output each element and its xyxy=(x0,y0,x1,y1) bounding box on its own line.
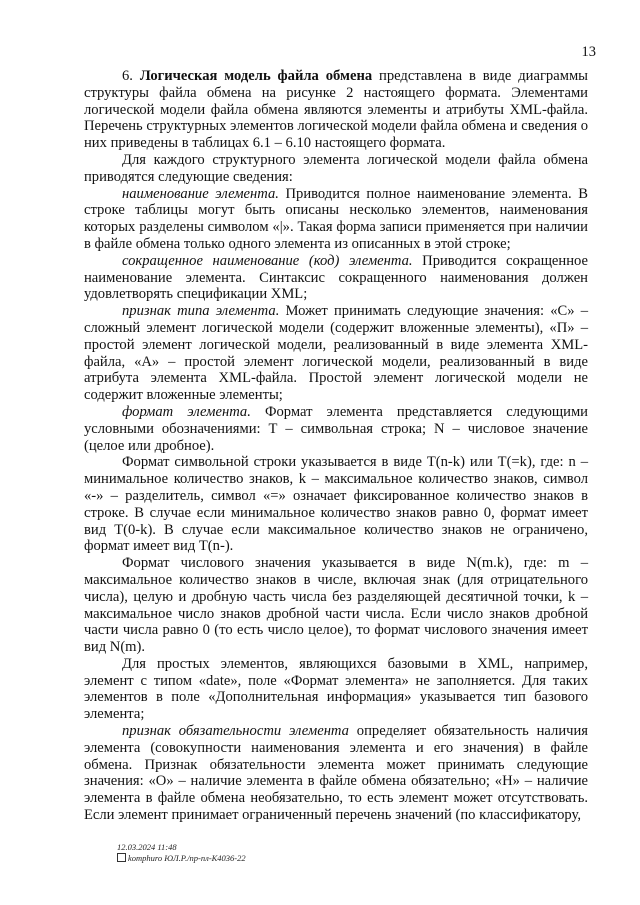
paragraph-string-format: Формат символьной строки указывается в виде Т(n-k) или Т(=k), где: n – минимальное количество знаков, k – максимальное количество знаков, символ «-» – разделитель, символ «=» означает фиксированное количество знаков в строке. В случае если минимальное количество знаков равно 0, формат имеет вид Т(0-k). В случае если максимальное количество знаков не ограничено, формат имеет вид Т(n-). xyxy=(84,454,588,555)
footer-path-line xyxy=(117,853,246,864)
paragraph-required-flag xyxy=(84,723,588,824)
paragraph-logical-model xyxy=(84,68,588,152)
paragraph-text: Формат элемента представляется следующими условными обозначениями: Т – символьная строка; N – числовое значение (целое или дробное). xyxy=(84,403,588,454)
footer-timestamp: 12.03.2024 11:48 xyxy=(117,842,177,852)
page-number: 13 xyxy=(581,44,596,60)
paragraph-intro: Для каждого структурного элемента логической модели файла обмена приводятся следующие сведения: xyxy=(84,151,588,185)
footer-path: komphuro ЮЛ.Р./пр-пл-К4036-22 xyxy=(128,853,246,863)
paragraph-text: определяет обязательность наличия элемента (совокупности наименования элемента и его значения) в файле обмена. Признак обязательности элемента может принимать следующие значения: «О» – наличие элемента в файле обмена обязательно; «Н» – наличие элемента в файле обмена необязательно, то есть элемент может отсутствовать. Если элемент принимает ограниченный перечень значений (по классификатору, xyxy=(84,723,588,824)
paragraph-text: Приводится полное наименование элемента. В строке таблицы могут быть описаны несколько элементов, наименования которых разделены символом «|». Такая форма записи применяется при наличии в файле обмена только одного элемента из описанных в этой строке; xyxy=(84,185,588,252)
paragraph-text: Приводится сокращенное наименование элемента. Синтаксис сокращенного наименования должен удовлетворять спецификации XML; xyxy=(84,252,588,303)
term-element-type: признак типа элемента. xyxy=(122,303,280,320)
term-element-name: наименование элемента. xyxy=(122,185,279,202)
paragraph-text: Может принимать следующие значения: «С» – сложный элемент логической модели (содержит вложенные элементы), «П» – простой элемент логической модели, реализованный в виде элемента XML-файла, «А» – простой элемент логической модели, реализованный в виде атрибута элемента XML-файла. Простой элемент логической модели не содержит вложенные элементы; xyxy=(84,303,588,404)
paragraph-element-format xyxy=(84,404,588,454)
section-heading: Логическая модель файла обмена xyxy=(139,68,373,84)
section-number: 6. xyxy=(122,68,140,84)
document-icon xyxy=(117,853,126,862)
term-required-flag: признак обязательности элемента xyxy=(122,723,349,740)
term-element-code: сокращенное наименование (код) элемента. xyxy=(122,252,413,269)
paragraph-element-name xyxy=(84,186,588,253)
paragraph-text: представлена в виде диаграммы структуры файла обмена на рисунке 2 настоящего формата. Элементами логической модели файла обмена являются элементы и атрибуты XML-файла. Перечень структурных элементов логической модели файла обмена и сведения о них приведены в таблицах 6.1 – 6.10 настоящего формата. xyxy=(84,68,588,152)
term-element-format: формат элемента. xyxy=(122,403,251,420)
document-body xyxy=(84,68,588,824)
paragraph-element-type xyxy=(84,303,588,404)
paragraph-number-format: Формат числового значения указывается в виде N(m.k), где: m – максимальное количество знаков в числе, включая знак (для отрицательного числа), целую и дробную часть числа без разделяющей десятичной точки, k – максимальное число знаков дробной части числа. Если число знаков дробной части числа равно 0 (то есть число целое), то формат числового значения имеет вид N(m). xyxy=(84,555,588,656)
paragraph-element-code xyxy=(84,253,588,303)
document-footer xyxy=(117,842,246,864)
paragraph-base-elements: Для простых элементов, являющихся базовыми в XML, например, элемент с типом «date», поле «Формат элемента» не заполняется. Для таких элементов в поле «Дополнительная информация» указывается тип базового элемента; xyxy=(84,655,588,723)
